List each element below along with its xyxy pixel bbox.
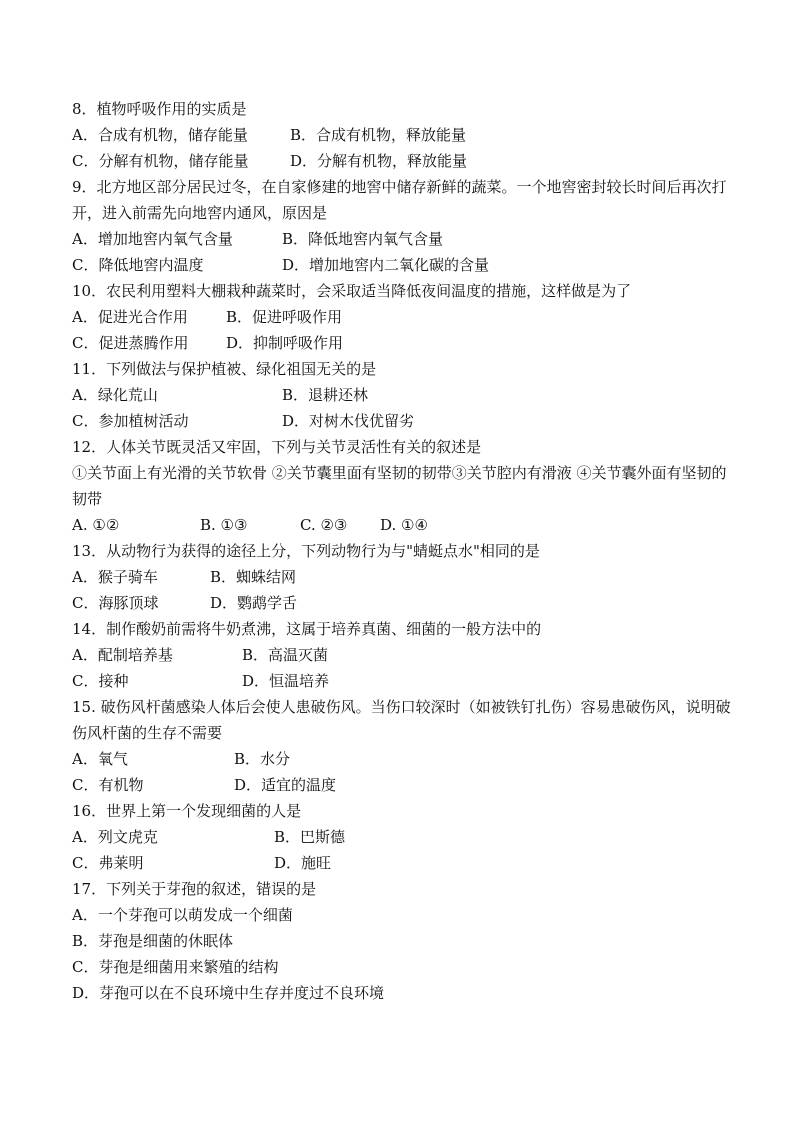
option-row xyxy=(72,148,732,174)
option-row xyxy=(72,304,732,330)
option-row xyxy=(72,772,732,798)
question-8 xyxy=(72,96,732,174)
option-d: D．对树木伐优留劣 xyxy=(282,412,415,430)
option-b: B．巴斯德 xyxy=(274,828,346,846)
option-row xyxy=(72,642,732,668)
question-stem: 13．从动物行为获得的途径上分，下列动物行为与"蜻蜓点水"相同的是 xyxy=(72,542,540,560)
option-c: C．参加植树活动 xyxy=(72,412,189,430)
option-c: C．有机物 xyxy=(72,776,144,794)
option-b: B．水分 xyxy=(234,750,291,768)
option-d: D．抑制呼吸作用 xyxy=(226,334,344,352)
question-14 xyxy=(72,616,732,694)
question-15 xyxy=(72,694,732,798)
option-c: C．促进蒸腾作用 xyxy=(72,334,189,352)
question-17 xyxy=(72,876,732,1006)
option-d: D．分解有机物，释放能量 xyxy=(290,152,468,170)
option-c: C．弗莱明 xyxy=(72,854,144,872)
question-stem: 17．下列关于芽孢的叙述，错误的是 xyxy=(72,880,317,898)
question-10 xyxy=(72,278,732,356)
option-d: D．鹦鹉学舌 xyxy=(210,594,298,612)
option-a: A．一个芽孢可以萌发成一个细菌 xyxy=(72,906,293,924)
option-b: B．促进呼吸作用 xyxy=(226,308,343,326)
option-a: A．氧气 xyxy=(72,750,128,768)
question-stem: 11．下列做法与保护植被、绿化祖国无关的是 xyxy=(72,360,377,378)
option-row xyxy=(72,330,732,356)
statement-list: ①关节面上有光滑的关节软骨 ②关节囊里面有坚韧的韧带③关节腔内有滑液 ④关节囊外面有坚韧的韧带 xyxy=(72,464,727,508)
option-row xyxy=(72,850,732,876)
option-a: A．猴子骑车 xyxy=(72,568,158,586)
option-d: D．施旺 xyxy=(274,854,332,872)
question-12 xyxy=(72,434,732,538)
option-c: C. ②③ xyxy=(300,516,348,534)
question-11 xyxy=(72,356,732,434)
question-stem: 8．植物呼吸作用的实质是 xyxy=(72,100,247,118)
option-c: C．接种 xyxy=(72,672,129,690)
option-a: A．列文虎克 xyxy=(72,828,158,846)
option-a: A．合成有机物，储存能量 xyxy=(72,126,248,144)
option-b: B．蜘蛛结网 xyxy=(210,568,297,586)
option-row xyxy=(72,252,732,278)
option-row xyxy=(72,512,732,538)
question-9 xyxy=(72,174,732,278)
option-row xyxy=(72,564,732,590)
option-row xyxy=(72,590,732,616)
option-d: D. ①④ xyxy=(380,516,428,534)
option-row xyxy=(72,668,732,694)
option-c: C．海豚顶球 xyxy=(72,594,159,612)
option-row xyxy=(72,226,732,252)
option-d: D．芽孢可以在不良环境中生存并度过不良环境 xyxy=(72,984,385,1002)
exam-page xyxy=(72,96,732,1006)
option-b: B．高温灭菌 xyxy=(242,646,329,664)
option-row xyxy=(72,746,732,772)
question-13 xyxy=(72,538,732,616)
option-row xyxy=(72,824,732,850)
option-a: A. ①② xyxy=(72,516,120,534)
option-a: A．促进光合作用 xyxy=(72,308,188,326)
question-stem: 15. 破伤风杆菌感染人体后会使人患破伤风。当伤口较深时（如被铁钉扎伤）容易患破伤风，说明破伤风杆菌的生存不需要 xyxy=(72,698,731,742)
option-a: A．增加地窖内氧气含量 xyxy=(72,230,233,248)
option-b: B．退耕还林 xyxy=(282,386,369,404)
question-stem: 14．制作酸奶前需将牛奶煮沸，这属于培养真菌、细菌的一般方法中的 xyxy=(72,620,542,638)
question-16 xyxy=(72,798,732,876)
option-a: A．配制培养基 xyxy=(72,646,173,664)
option-row xyxy=(72,408,732,434)
option-d: D．增加地窖内二氧化碳的含量 xyxy=(282,256,490,274)
option-d: D．恒温培养 xyxy=(242,672,330,690)
option-c: C．降低地窖内温度 xyxy=(72,256,204,274)
option-b: B. ①③ xyxy=(200,516,248,534)
option-b: B．芽孢是细菌的休眠体 xyxy=(72,932,234,950)
option-a: A．绿化荒山 xyxy=(72,386,158,404)
option-d: D．适宜的温度 xyxy=(234,776,337,794)
question-stem: 12．人体关节既灵活又牢固，下列与关节灵活性有关的叙述是 xyxy=(72,438,482,456)
option-row xyxy=(72,122,732,148)
option-c: C．芽孢是细菌用来繁殖的结构 xyxy=(72,958,279,976)
option-b: B．合成有机物，释放能量 xyxy=(290,126,467,144)
question-stem: 16．世界上第一个发现细菌的人是 xyxy=(72,802,302,820)
question-stem: 9．北方地区部分居民过冬，在自家修建的地窖中储存新鲜的蔬菜。一个地窖密封较长时间后再次打开，进入前需先向地窖内通风，原因是 xyxy=(72,178,727,222)
option-b: B．降低地窖内氧气含量 xyxy=(282,230,444,248)
option-row xyxy=(72,382,732,408)
question-stem: 10．农民利用塑料大棚栽种蔬菜时，会采取适当降低夜间温度的措施，这样做是为了 xyxy=(72,282,632,300)
option-c: C．分解有机物，储存能量 xyxy=(72,152,249,170)
